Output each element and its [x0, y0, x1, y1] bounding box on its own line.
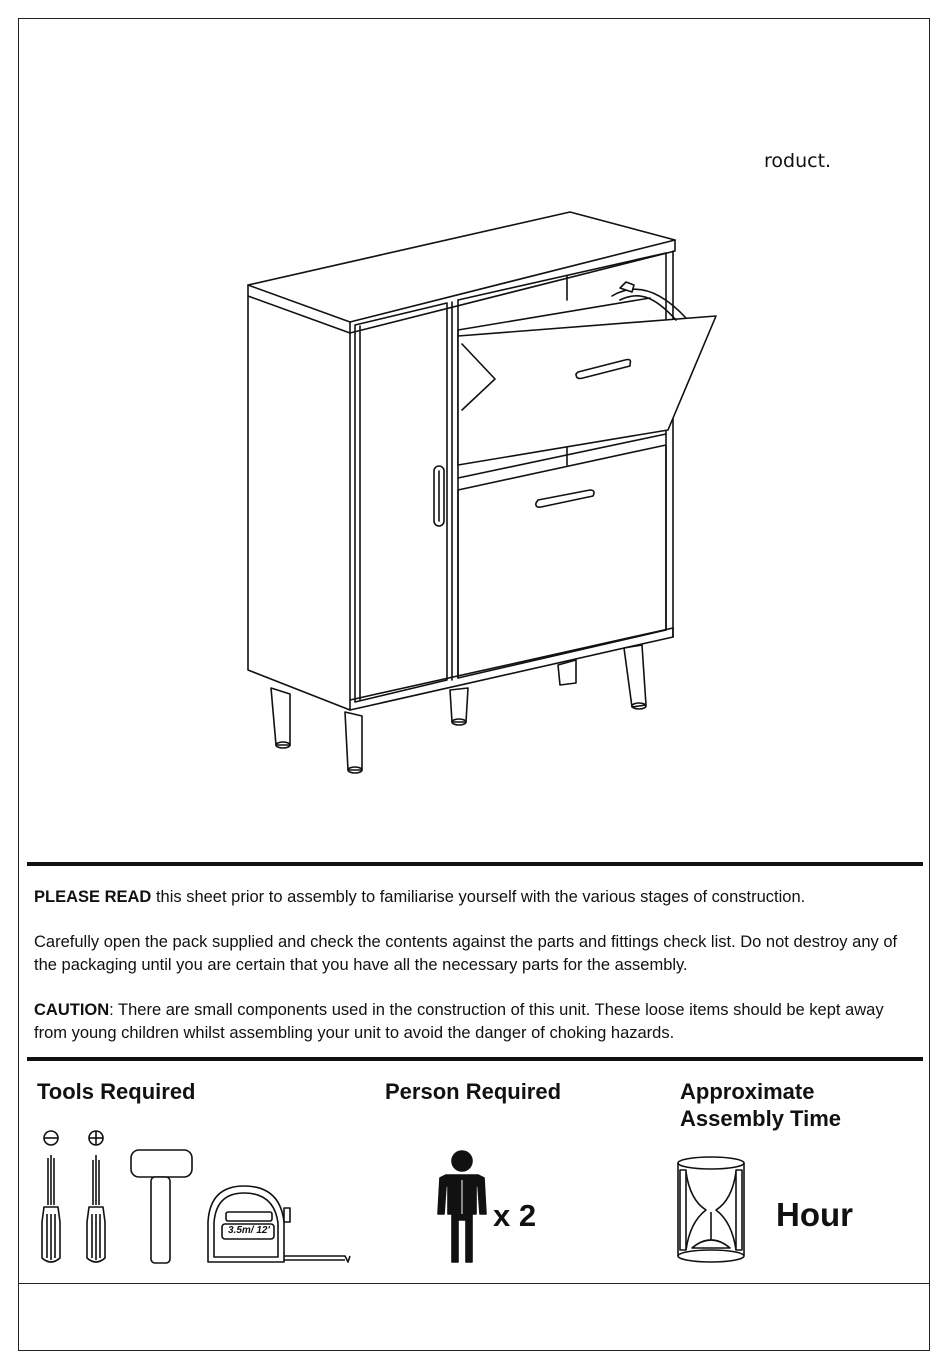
tools-required-heading: Tools Required: [37, 1079, 196, 1104]
tape-measure-icon: [208, 1186, 350, 1262]
caution-text: : There are small components used in the construction of this unit. These loose items should be kept away from young children whilst assembling your unit to avoid the danger of choking hazards.: [34, 1001, 884, 1042]
flathead-screwdriver-icon: [42, 1131, 60, 1262]
please-read-lead: PLEASE READ: [34, 888, 152, 906]
tape-measure-label: 3.5m/ 12': [228, 1225, 270, 1236]
hammer-icon: [131, 1150, 192, 1263]
check-contents-paragraph: Carefully open the pack supplied and check the contents against the parts and fittings check list. Do not destroy any of the packaging until you are certain that you have all the necessary parts for the assembly.: [34, 933, 898, 974]
hourglass-icon: [678, 1157, 744, 1262]
person-count: x 2: [493, 1198, 537, 1233]
person-icon: [438, 1151, 486, 1262]
please-read-text: this sheet prior to assembly to familiarise yourself with the various stages of construction.: [151, 888, 806, 906]
assembly-time-value: Hour: [776, 1196, 853, 1233]
assembly-time-heading-line2: Assembly Time: [680, 1106, 842, 1131]
assembly-time-heading-line1: Approximate: [680, 1079, 815, 1104]
phillips-screwdriver-icon: [87, 1131, 105, 1262]
caution-lead: CAUTION: [34, 1001, 110, 1019]
product-text-fragment: roduct.: [764, 150, 832, 172]
person-required-heading: Person Required: [385, 1079, 562, 1104]
